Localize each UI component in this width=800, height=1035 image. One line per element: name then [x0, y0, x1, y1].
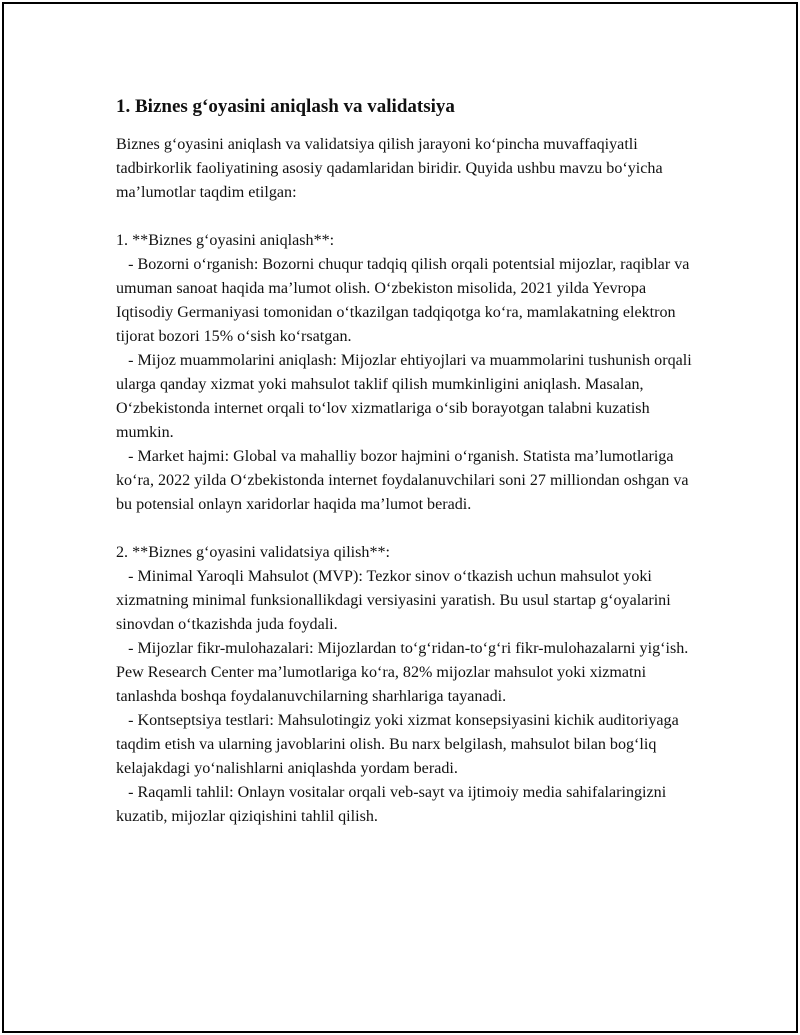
section-validate: [116, 541, 696, 829]
spacer: [116, 205, 696, 229]
section-heading: 1. **Biznes g‘oyasini aniqlash**:: [116, 232, 335, 249]
document-title: 1. Biznes g‘oyasini aniqlash va validatsiya: [116, 96, 455, 117]
list-item: - Kontseptsiya testlari: Mahsulotingiz yoki xizmat konsepsiyasini kichik auditoriyaga taqdim etish va ularning javoblarini olish. Bu narx belgilash, mahsulot bilan bog‘liq kelajakdagi yo‘nalishlarni aniqlashda yordam beradi.: [116, 712, 683, 777]
intro-paragraph: Biznes g‘oyasini aniqlash va validatsiya qilish jarayoni ko‘pincha muvaffaqiyatli tadbirkorlik faoliyatining asosiy qadamlaridan biridir. Quyida ushbu mavzu bo‘yicha ma’lumotlar taqdim etilgan:: [116, 136, 667, 201]
list-item: - Market hajmi: Global va mahalliy bozor hajmini o‘rganish. Statista ma’lumotlariga ko‘ra, 2022 yilda O‘zbekistonda internet foydalanuvchilari soni 27 milliondan oshgan va bu potensial onlayn xaridorlar haqida ma’lumot beradi.: [116, 448, 693, 513]
list-item: - Mijozlar fikr-mulohazalari: Mijozlardan to‘g‘ridan-to‘g‘ri fikr-mulohazalarni yig‘ish. Pew Research Center ma’lumotlariga ko‘ra, 82% mijozlar mahsulot yoki xizmatni tanlashda boshqa foydalanuvchilarning sharhlariga tayanadi.: [116, 640, 693, 705]
section-identify: [116, 229, 696, 517]
list-item: - Raqamli tahlil: Onlayn vositalar orqali veb-sayt va ijtimoiy media sahifalaringizni kuzatib, mijozlar qiziqishini tahlil qilish.: [116, 784, 671, 825]
list-item: - Mijoz muammolarini aniqlash: Mijozlar ehtiyojlari va muammolarini tushunish orqali ularga qanday xizmat yoki mahsulot taklif qilish mumkinligini aniqlash. Masalan, O‘zbekistonda internet orqali to‘lov xizmatlariga o‘sib borayotgan talabni kuzatish mumkin.: [116, 352, 696, 441]
list-item: - Minimal Yaroqli Mahsulot (MVP): Tezkor sinov o‘tkazish uchun mahsulot yoki xizmatning minimal funksionallikdagi versiyasini yaratish. Bu usul startap g‘oyalarini sinovdan o‘tkazishda juda foydali.: [116, 568, 675, 633]
spacer: [116, 517, 696, 541]
list-item: - Bozorni o‘rganish: Bozorni chuqur tadqiq qilish orqali potentsial mijozlar, raqiblar va umuman sanoat haqida ma’lumot olish. O‘zbekiston misolida, 2021 yilda Yevropa Iqtisodiy Germaniyasi tomonidan o‘tkazilgan tadqiqotga ko‘ra, mamlakatning elektron tijorat bozori 15% o‘sish ko‘rsatgan.: [116, 256, 694, 345]
document-body: [116, 96, 696, 829]
section-heading: 2. **Biznes g‘oyasini validatsiya qilish**:: [116, 544, 391, 561]
